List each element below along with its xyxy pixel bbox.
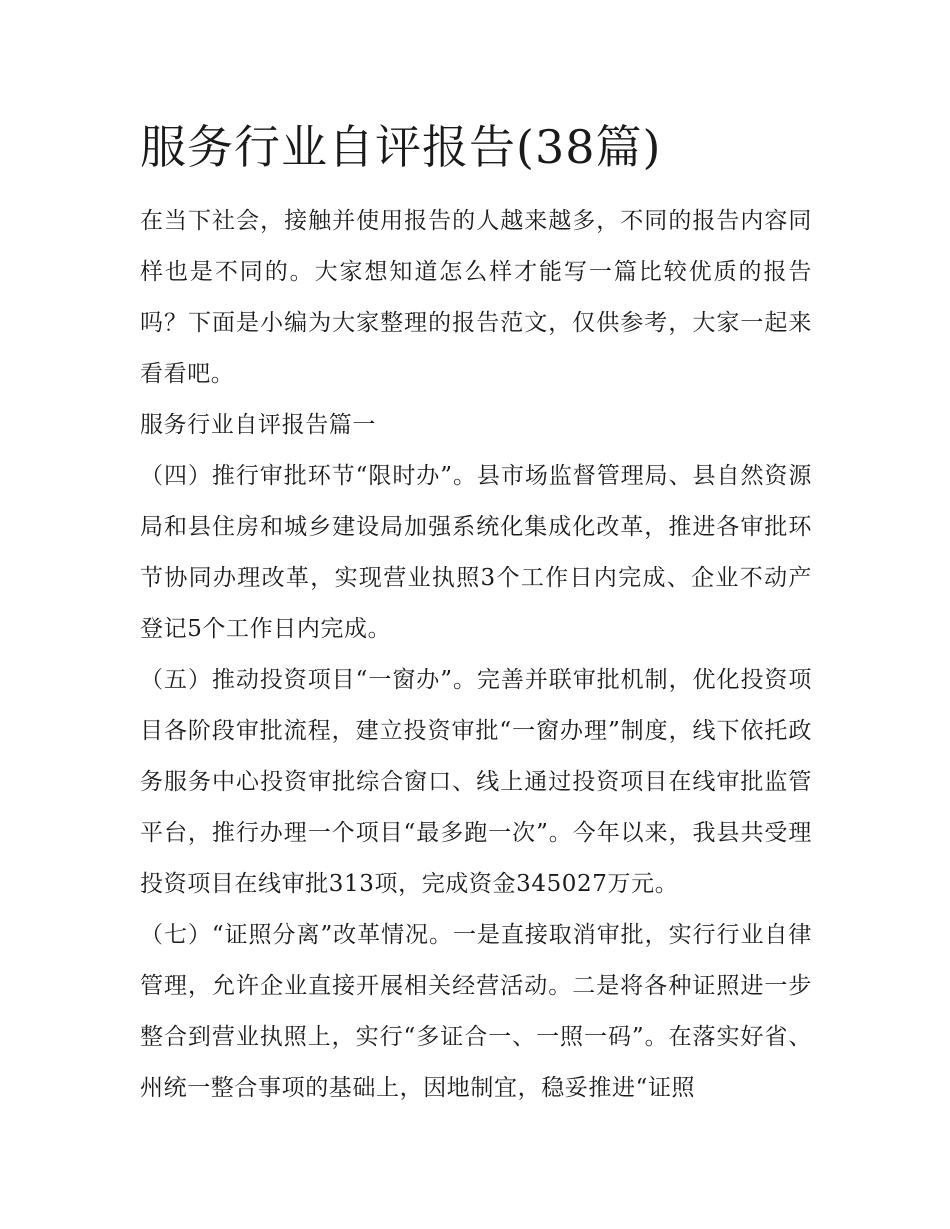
body-paragraph: （五）推动投资项目“一窗办”。完善并联审批机制，优化投资项目各阶段审批流程，建立投资审批“一窗办理”制度，线下依托政务服务中心投资审批综合窗口、线上通过投资项目在线审批监管平台，推行办理一个项目“最多跑一次”。今年以来，我县共受理投资项目在线审批313项，完成资金345027万元。 — [140, 667, 812, 897]
document-title: 服务行业自评报告(38篇) — [140, 120, 662, 174]
document-body — [140, 112, 812, 1114]
intro-paragraph: 在当下社会，接触并使用报告的人越来越多，不同的报告内容同样也是不同的。大家想知道怎么样才能写一篇比较优质的报告吗？下面是小编为大家整理的报告范文，仅供参考，大家一起来看看吧。 — [140, 208, 812, 387]
body-paragraph: （四）推行审批环节“限时办”。县市场监督管理局、县自然资源局和县住房和城乡建设局加强系统化集成化改革，推进各审批环节协同办理改革，实现营业执照3个工作日内完成、企业不动产登记5个工作日内完成。 — [140, 463, 812, 642]
body-paragraph: （七）“证照分离”改革情况。一是直接取消审批，实行行业自律管理，允许企业直接开展相关经营活动。二是将各种证照进一步整合到营业执照上，实行“多证合一、一照一码”。在落实好省、州统一整合事项的基础上，因地制宜，稳妥推进“证照 — [140, 922, 812, 1101]
section-heading: 服务行业自评报告篇一 — [140, 412, 376, 438]
